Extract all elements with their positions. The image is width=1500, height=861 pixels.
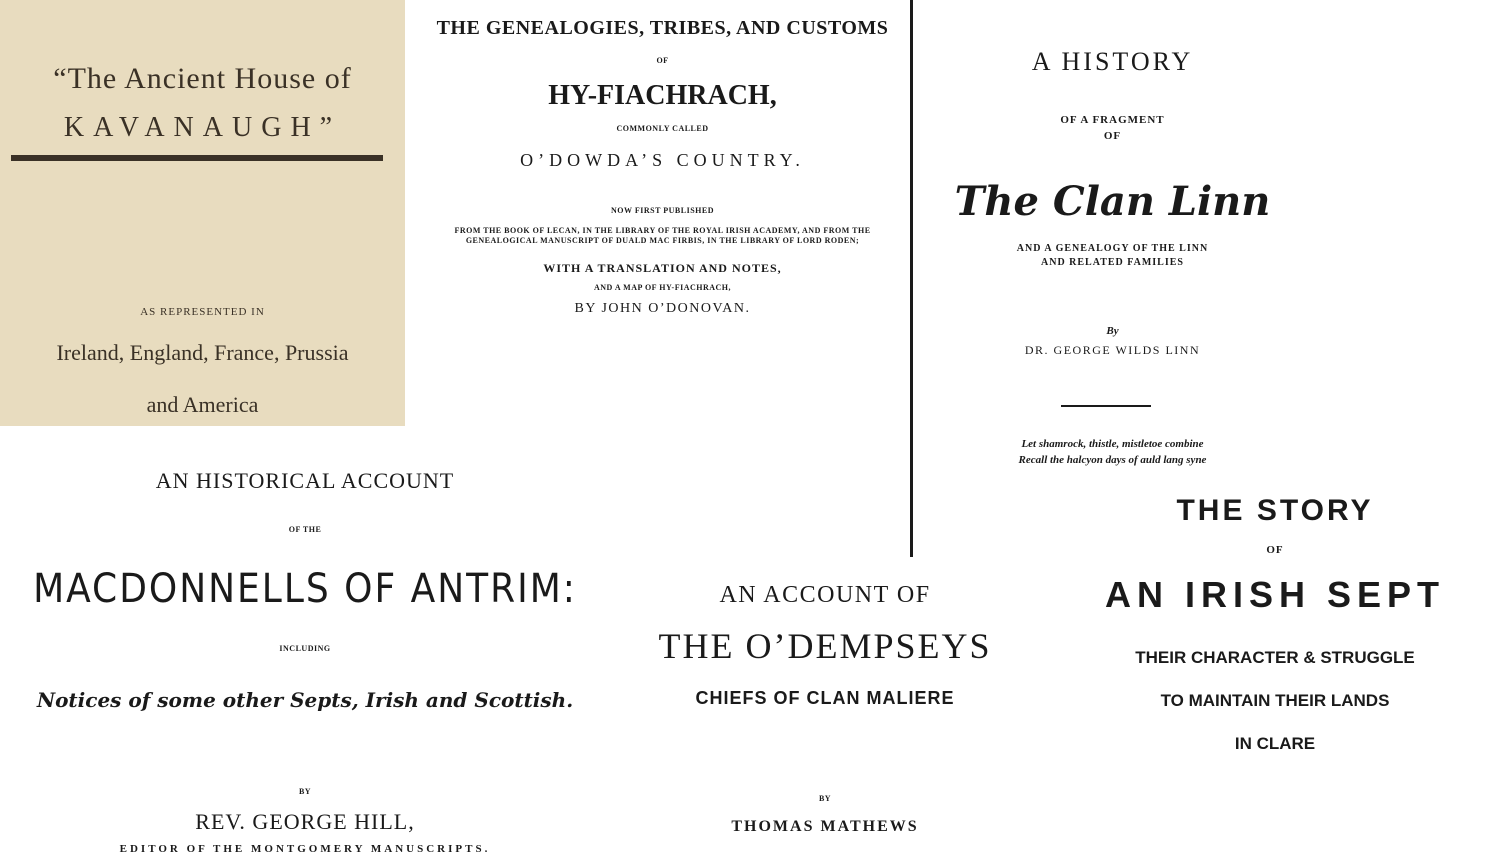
kavanaugh-countries: Ireland, England, France, Prussia xyxy=(56,340,349,365)
hy-source1: FROM THE BOOK OF LECAN, IN THE LIBRARY OF THE ROYAL IRISH ACADEMY, AND FROM THE xyxy=(454,226,871,235)
sept-line1: THEIR CHARACTER & STRUGGLE xyxy=(1135,648,1415,667)
hy-source2: GENEALOGICAL MANUSCRIPT OF DUALD MAC FIRBIS, IN THE LIBRARY OF LORD RODEN; xyxy=(465,236,860,245)
kavanaugh-title-page xyxy=(0,0,405,426)
mac-author: REV. GEORGE HILL, xyxy=(195,809,415,834)
linn-rule xyxy=(1061,405,1151,407)
divider-line xyxy=(910,0,913,557)
mac-title: MACDONNELLS OF ANTRIM: xyxy=(33,566,577,612)
kavanaugh-america: and America xyxy=(146,392,259,417)
linn-genealogy2: AND RELATED FAMILIES xyxy=(1041,257,1184,268)
sept-of: OF xyxy=(1266,544,1284,556)
clan-linn-title-page xyxy=(915,0,1310,480)
linn-fragment: OF A FRAGMENT xyxy=(1060,114,1165,126)
linn-of: OF xyxy=(1103,130,1122,142)
linn-by: By xyxy=(1106,325,1119,337)
irish-sept-title-page xyxy=(1050,488,1500,861)
mac-notices: Notices of some other Septs, Irish and Scottish. xyxy=(36,688,574,712)
mac-including: INCLUDING xyxy=(279,644,331,653)
kavanaugh-represented: AS REPRESENTED IN xyxy=(140,306,265,318)
mac-editor: EDITOR OF THE MONTGOMERY MANUSCRIPTS. xyxy=(119,843,491,855)
linn-genealogy1: AND A GENEALOGY OF THE LINN xyxy=(1016,243,1209,254)
linn-author: DR. GEORGE WILDS LINN xyxy=(1024,343,1201,357)
hy-title: HY-FIACHRACH, xyxy=(548,80,777,111)
sept-line2: TO MAINTAIN THEIR LANDS xyxy=(1160,691,1390,710)
dem-title: THE O’DEMPSEYS xyxy=(658,626,992,666)
hy-of: OF xyxy=(656,56,669,65)
hy-map: AND A MAP OF HY-FIACHRACH, xyxy=(593,283,732,292)
mac-of-the: OF THE xyxy=(288,525,322,534)
mac-heading: AN HISTORICAL ACCOUNT xyxy=(155,468,455,493)
linn-history: A HISTORY xyxy=(1031,47,1194,76)
kavanaugh-title-line2: KAVANAUGH” xyxy=(63,112,342,143)
odempseys-title-page xyxy=(615,570,1035,861)
linn-title: The Clan Linn xyxy=(954,178,1271,225)
dem-author: THOMAS MATHEWS xyxy=(731,818,919,835)
hy-now-first: NOW FIRST PUBLISHED xyxy=(610,206,714,215)
linn-verse1: Let shamrock, thistle, mistletoe combine xyxy=(1021,438,1204,450)
dem-chiefs: CHIEFS OF CLAN MALIERE xyxy=(695,688,955,708)
hy-line1: THE GENEALOGIES, TRIBES, AND CUSTOMS xyxy=(436,17,889,39)
kavanaugh-title-line1: “The Ancient House of xyxy=(53,62,352,95)
sept-line3: IN CLARE xyxy=(1234,734,1316,753)
dem-by: BY xyxy=(818,794,832,803)
hy-country: O’DOWDA’S COUNTRY. xyxy=(520,150,805,170)
mac-by: BY xyxy=(298,787,312,796)
kavanaugh-rule xyxy=(11,155,383,161)
hy-commonly: COMMONLY CALLED xyxy=(616,124,709,133)
linn-verse2: Recall the halcyon days of auld lang syne xyxy=(1018,454,1207,466)
sept-story: THE STORY xyxy=(1176,494,1374,527)
hy-author: BY JOHN O’DONOVAN. xyxy=(574,301,751,316)
macdonnells-title-page xyxy=(0,426,610,861)
hy-translation: WITH A TRANSLATION AND NOTES, xyxy=(543,261,782,275)
hy-fiachrach-title-page xyxy=(415,0,910,430)
dem-account: AN ACCOUNT OF xyxy=(719,582,931,608)
sept-title: AN IRISH SEPT xyxy=(1104,574,1446,615)
